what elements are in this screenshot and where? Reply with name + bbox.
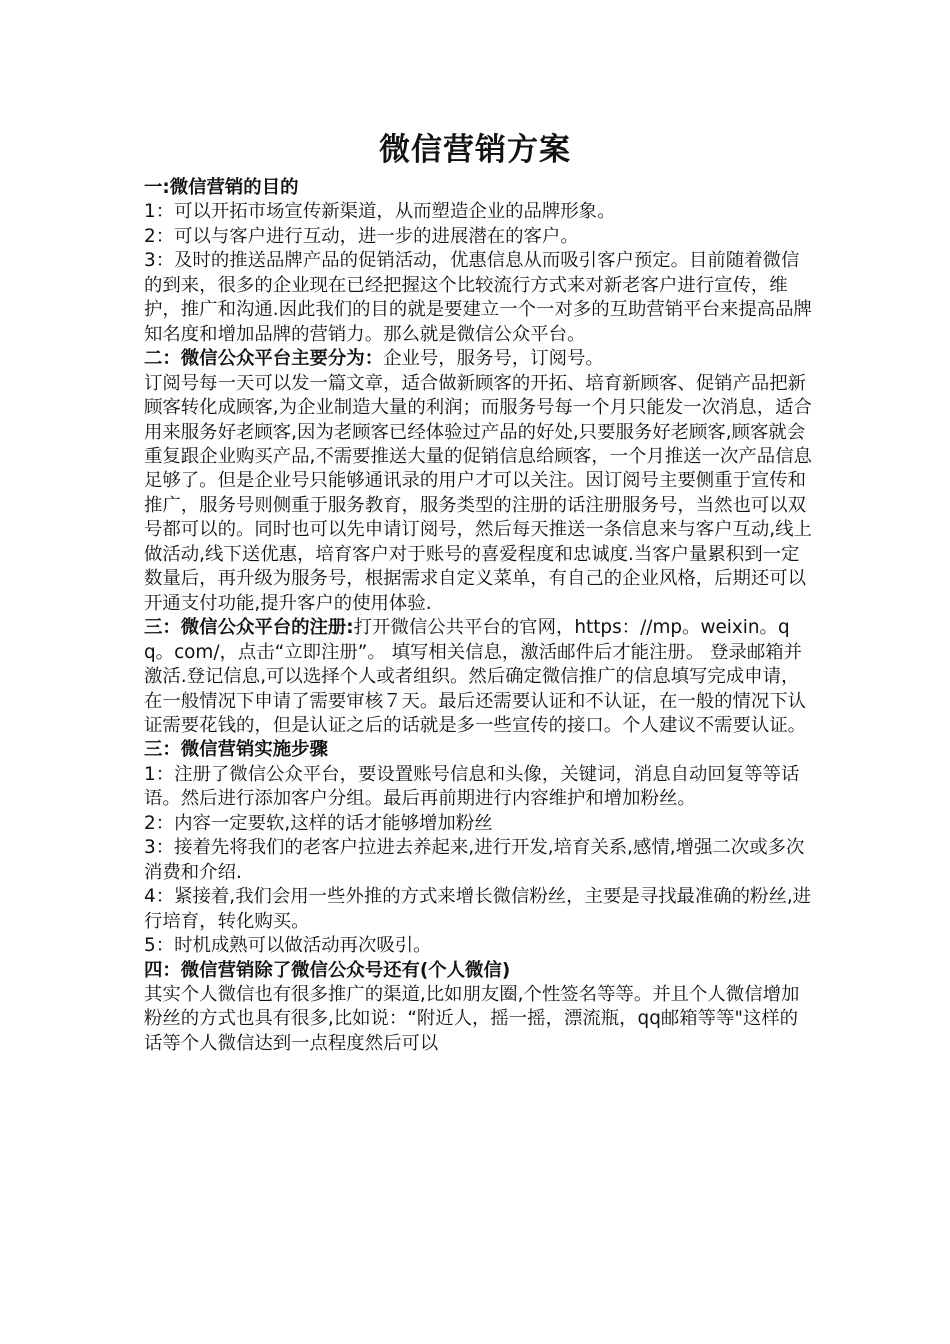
section-heading-registration: 三：微信公众平台的注册: — [144, 617, 354, 639]
document-title: 微信营销方案 — [379, 132, 571, 168]
section-heading-account-types: 二：微信公众平台主要分为： — [144, 348, 384, 370]
paragraph: 3：接着先将我们的老客户拉进去养起来,进行开发,培育关系,感情,增强二次或多次消费和介绍. — [144, 837, 805, 883]
section-heading-account-types-line — [144, 347, 812, 371]
document-body — [144, 176, 812, 1056]
heading-tail-text: 企业号，服务号，订阅号。 — [383, 348, 604, 370]
heading-tail-text: 打开微信公共平台的官网，https：//mp。weixin。qq。com/，点击“立即注册”。 填写相关信息，激活邮件后才能注册。 登录邮箱并激活.登记信息,可以选择个人或者组织。然后确定微信推广的信息填写完成申请，在一般情况下申请了需要审核７天。最后还需要认证和不认证，在一般的情况下认证需要花钱的，但是认证之后的话就是多一些宣传的接口。个人建议不需要认证。 — [144, 617, 807, 736]
paragraph: 订阅号每一天可以发一篇文章，适合做新顾客的开拓、培育新顾客、促销产品把新顾客转化成顾客,为企业制造大量的利润；而服务号每一个月只能发一次消息，适合用来服务好老顾客,因为老顾客已经体验过产品的好处,只要服务好老顾客,顾客就会重复跟企业购买产品,不需要推送大量的促销信息给顾客，一个月推送一次产品信息足够了。但是企业号只能够通讯录的用户才可以关注。因订阅号主要侧重于宣传和推广，服务号则侧重于服务教育，服务类型的注册的话注册服务号，当然也可以双号都可以的。同时也可以先申请订阅号，然后每天推送一条信息来与客户互动,线上做活动,线下送优惠，培育客户对于账号的喜爱程度和忠诚度.当客户量累积到一定数量后，再升级为服务号，根据需求自定义菜单，有自己的企业风格，后期还可以开通支付功能,提升客户的使用体验. — [144, 372, 812, 614]
paragraph: 2：内容一定要软,这样的话才能够增加粉丝 — [144, 812, 493, 834]
section-heading-steps: 三：微信营销实施步骤 — [144, 739, 328, 761]
paragraph: 2：可以与客户进行互动，进一步的进展潜在的客户。 — [144, 225, 579, 247]
section-heading-registration-line — [144, 616, 812, 738]
paragraph: 1：可以开拓市场宣传新渠道，从而塑造企业的品牌形象。 — [144, 201, 616, 223]
section-heading-personal-wechat: 四：微信营销除了微信公众号还有(个人微信) — [144, 959, 511, 981]
paragraph: 1：注册了微信公众平台，要设置账号信息和头像，关键词，消息自动回复等等话语。然后进行添加客户分组。最后再前期进行内容维护和增加粉丝。 — [144, 763, 800, 810]
paragraph: 3：及时的推送品牌产品的促销活动，优惠信息从而吸引客户预定。目前随着微信的到来，很多的企业现在已经把握这个比较流行方式来对新老客户进行宣传，维护，推广和沟通.因此我们的目的就是要建立一个一对多的互助营销平台来提高品牌知名度和增加品牌的营销力。那么就是微信公众平台。 — [144, 250, 812, 345]
paragraph: 其实个人微信也有很多推广的渠道,比如朋友圈,个性签名等等。并且个人微信增加粉丝的方式也具有很多,比如说：“附近人，摇一摇，漂流瓶，qq邮箱等等"这样的话等个人微信达到一点程度然后可以 — [144, 983, 800, 1054]
paragraph: 4：紧接着,我们会用一些外推的方式来增长微信粉丝，主要是寻找最准确的粉丝,进行培育，转化购买。 — [144, 886, 812, 932]
section-heading-purpose: 一:微信营销的目的 — [144, 177, 299, 198]
paragraph: 5：时机成熟可以做活动再次吸引。 — [144, 935, 432, 957]
